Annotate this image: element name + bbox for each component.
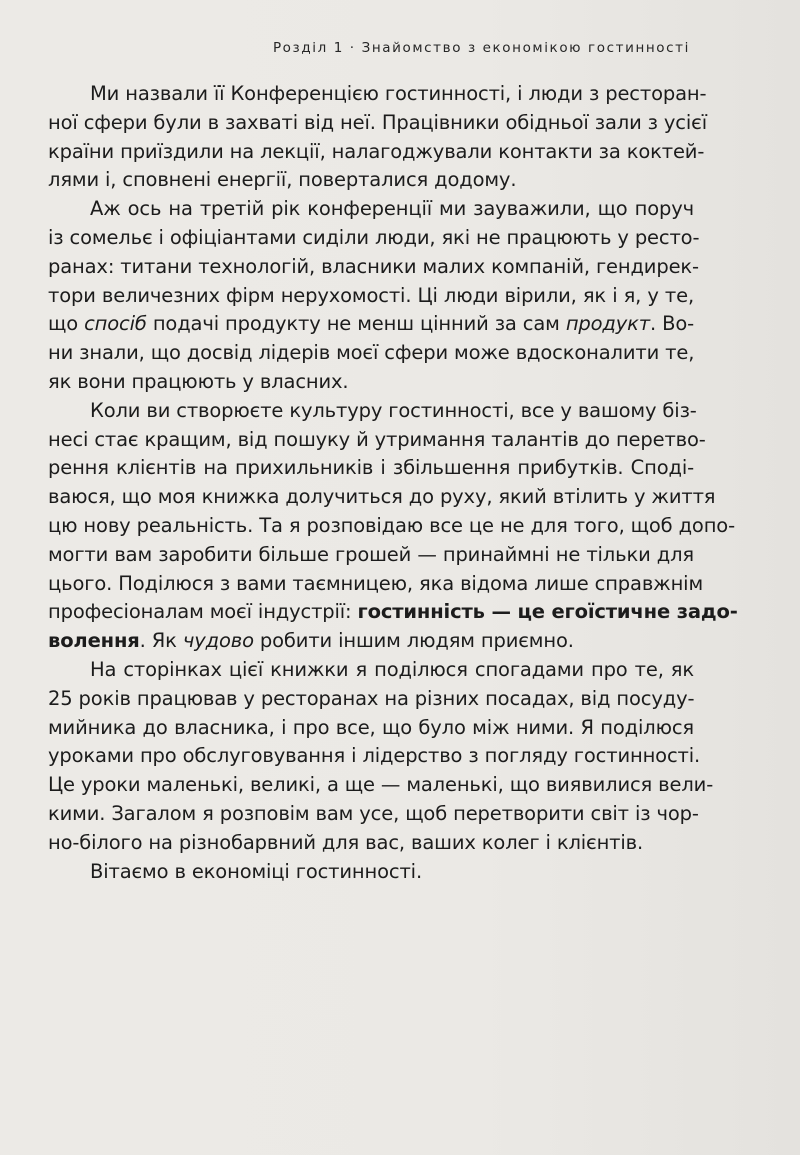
text-line: лями і, сповнені енергії, поверталися додому.: [48, 168, 517, 192]
text-line: кими. Загалом я розповім вам усе, щоб перетворити світ із чор-: [48, 801, 699, 825]
text-line: Аж ось на третій рік конференції ми зауважили, що поруч: [90, 197, 694, 221]
text-line: цю нову реальність. Та я розповідаю все це не для того, щоб допо-: [48, 513, 735, 537]
paragraph: [48, 656, 714, 858]
text-line: мийника до власника, і про все, що було між ними. Я поділюся: [48, 715, 694, 739]
body-text: [48, 80, 738, 886]
text-line: уроками про обслуговування і лідерство з погляду гостинності.: [48, 744, 701, 768]
text-line: як вони працюють у власних.: [48, 369, 349, 393]
text-line: Вітаємо в економіці гостинності.: [90, 859, 422, 883]
text-run: робити іншим людям приємно.: [253, 629, 574, 653]
text-line: [48, 310, 694, 339]
paragraph: [48, 80, 707, 195]
text-line: 25 років працював у ресторанах на різних посадах, від посуду-: [48, 686, 695, 710]
text-line: ни знали, що досвід лідерів моєї сфери може вдосконалити те,: [48, 341, 695, 365]
paragraph: [48, 858, 694, 887]
text-run: . Во-: [649, 312, 695, 336]
text-line: Це уроки маленькі, великі, а ще — маленькі, що виявилися вели-: [48, 773, 714, 797]
text-line: тори величезних фірм нерухомості. Ці люди вірили, як і я, у те,: [48, 283, 694, 307]
paragraph: [48, 397, 738, 656]
text-line: цього. Поділюся з вами таємницею, яка відома лише справжнім: [48, 571, 704, 595]
text-run: подачі продукту не менш цінний за сам: [146, 312, 566, 336]
bold-text: волення: [48, 629, 140, 653]
running-head: Розділ 1 · Знайомство з економікою гостинності: [272, 40, 690, 56]
text-run: . Як: [139, 629, 183, 653]
text-line: Коли ви створюєте культуру гостинності, все у вашому біз-: [90, 398, 697, 422]
text-line: могти вам заробити більше грошей — принаймні не тільки для: [48, 542, 694, 566]
text-line: ної сфери були в захваті від неї. Працівники обідньої зали з усієї: [48, 110, 707, 134]
bold-text: гостинність — це егоїстичне задо-: [357, 600, 738, 624]
text-line: но-білого на різнобарвний для вас, ваших колег і клієнтів.: [48, 830, 644, 854]
text-line: [48, 598, 738, 627]
text-line: із сомельє і офіціантами сиділи люди, які не працюють у ресто-: [48, 225, 700, 249]
text-line: рення клієнтів на прихильників і збільшення прибутків. Споді-: [48, 456, 694, 480]
text-run: що: [48, 312, 85, 336]
text-line: ранах: титани технологій, власники малих компаній, гендирек-: [48, 254, 699, 278]
text-line: [48, 627, 694, 656]
text-run: професіоналам моєї індустрії:: [48, 600, 358, 624]
text-line: країни приїздили на лекції, налагоджували контакти за коктей-: [48, 139, 705, 163]
emphasis-text: спосіб: [84, 312, 147, 336]
paragraph: [48, 195, 700, 397]
emphasis-text: чудово: [182, 629, 254, 653]
text-line: ваюся, що моя книжка долучиться до руху, який втілить у життя: [48, 485, 716, 509]
text-line: несі стає кращим, від пошуку й утримання талантів до перетво-: [48, 427, 706, 451]
text-line: Ми назвали її Конференцією гостинності, і люди з ресторан-: [90, 82, 707, 105]
emphasis-text: продукт: [565, 312, 650, 336]
text-line: На сторінках цієї книжки я поділюся спогадами про те, як: [90, 657, 694, 681]
